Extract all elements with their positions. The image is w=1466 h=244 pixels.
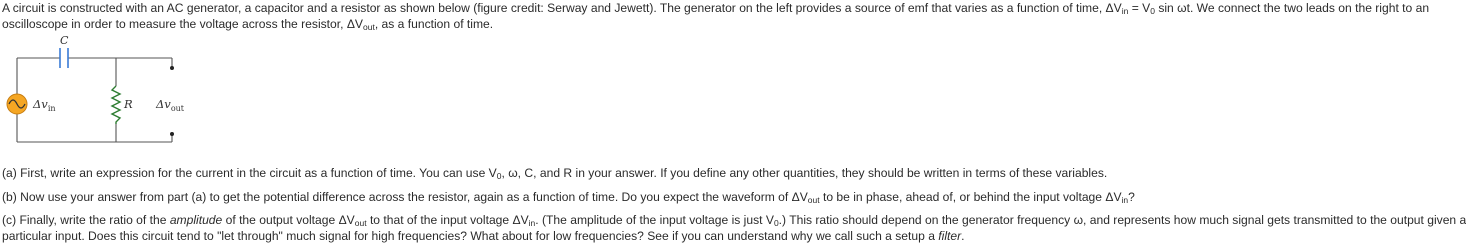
resistor-symbol (112, 86, 120, 124)
ac-source-symbol (7, 94, 27, 114)
question-c (2, 212, 1466, 244)
problem-intro (2, 0, 1430, 32)
output-terminal-top (170, 66, 174, 70)
question-b: (b) Now use your answer from part (a) to get the potential difference across the resistor, again as a function of time. Do you expect the waveform of $\Delta V_{out}$ to be in phase, ahead of, or behind the input voltage $\Delta V_{in}$? (2, 190, 1135, 205)
question-a: (a) First, write an expression for the current in the circuit as a function of time. You can use $V_0$, ω, C, and R in your answer. If you define any other quantities, they should be written in terms of these variables. (2, 166, 1108, 181)
intro-line-2: oscilloscope in order to measure the voltage across the resistor, $\Delta V_{out}$, as a function of time. (2, 17, 494, 32)
source-label: $\Delta v_{in}$ (33, 97, 56, 113)
output-label: $\Delta v_{out}$ (156, 97, 184, 113)
question-c-line-2: particular input. Does this circuit tend to "let through" much signal for high frequencies? What about for low frequencies? See if you can understand why we call such a setup a filter. (2, 229, 965, 243)
resistor-label: R (124, 97, 133, 111)
capacitor-symbol (60, 48, 68, 68)
intro-line-1: A circuit is constructed with an AC generator, a capacitor and a resistor as shown below (figure credit: Serway and Jewett). The generator on the left provides a source of emf that varies as a function of time, $\Delta V_{in} = V_0$ sin ωt. We connect the two leads on the right to an (2, 1, 1430, 16)
rc-circuit-diagram (0, 34, 200, 158)
question-c-line-1: (c) Finally, write the ratio of the amplitude of the output voltage $\Delta V_{out}$ to that of the input voltage $\Delta V_{in}$. (The amplitude of the input voltage is just $V_0$.) This ratio should depend on the generator frequency ω, and represents how much signal gets transmitted to the output given a (2, 213, 1466, 228)
capacitor-label: C (60, 34, 69, 47)
output-terminal-bottom (170, 132, 174, 136)
